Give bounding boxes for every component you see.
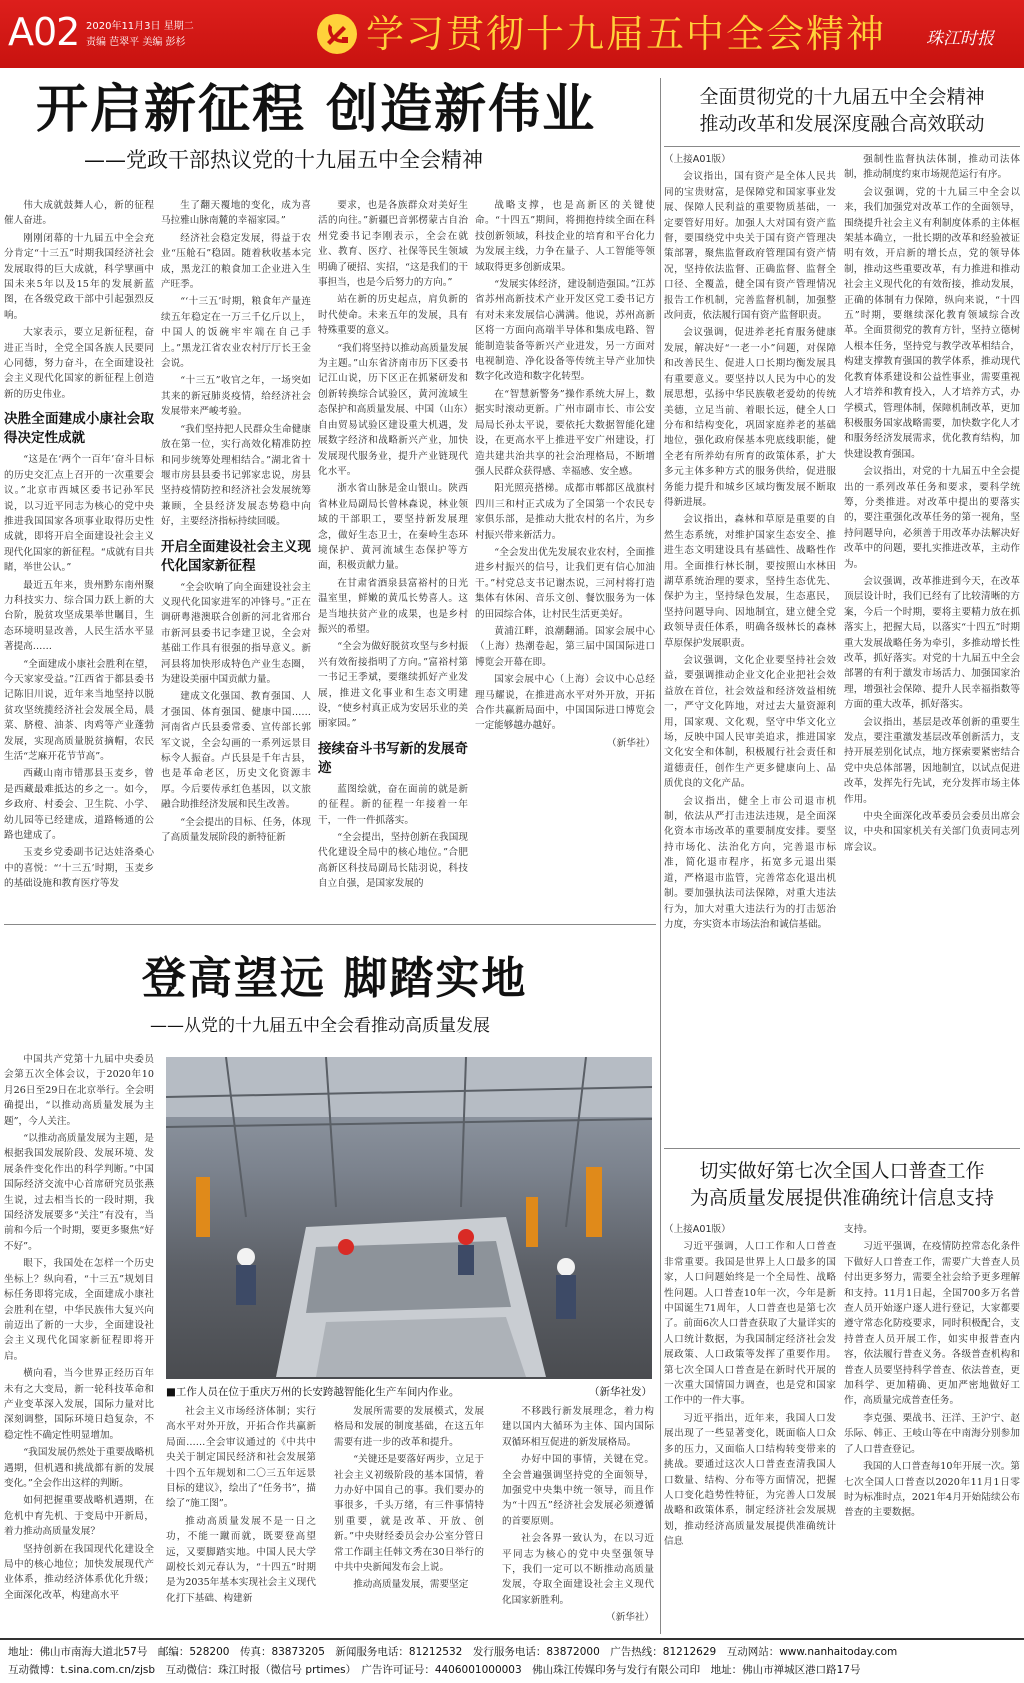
page-number: A02 — [8, 10, 80, 54]
article-2-headline: 登高望远 脚踏实地 — [142, 953, 528, 1004]
article-4-headline: 切实做好第七次全国人口普查工作 为高质量发展提供准确统计信息支持 — [689, 1160, 994, 1209]
car-assembly-line-image — [166, 1057, 652, 1379]
column-divider — [660, 78, 661, 1634]
headline-rule — [664, 146, 1020, 147]
article-2-column-2: 社会主义市场经济体制；实行高水平对外开放，开拓合作共赢新局面……全会审议通过的《中共中央关于制定国民经济和社会发展第十四个五年规划和二〇三五年远景目标的建议》，绘出了“任务书”，描绘了“施工图”。 推动高质量发展不是一日之功，不能一蹴而就，既要登高望远，又要脚踏实地。中国人民大学副校长刘元春认为，“十四五”时期是为2035年基本实现社会主义现代化打下基础、构建新 — [166, 1406, 316, 1604]
article-1-subheading-3: 接续奋斗书写新的发展奇迹 — [318, 740, 468, 776]
page-footer — [0, 1638, 1024, 1683]
photo-caption: ■工作人员在位于重庆万州的长安跨越智能化生产车间内作业。 （新华社发） — [166, 1386, 652, 1398]
article-1-column-2: 生了翻天覆地的变化，成为喜马拉雅山脉南麓的幸福家园。” 经济社会稳定发展，得益于农业“压舱石”稳固。随着秋收基本完成，黑龙江的粮食加工企业进入生产旺季。 “‘十三五’时期，粮食年产量连续五年稳定在一万三千亿斤以上，中国人的饭碗牢牢端在自己手上。”黑龙江省农业农村厅厅长王金会说。 “十三五”收官之年，一场突如其来的新冠肺炎疫情，给经济社会发展带来严峻考验。 “我们坚持把人民群众生命健康放在第一位，实行高效化精准防控和同步统筹处理相结合。”湖北省十堰市房县县委书记郭家忠说，房县坚持疫情防控和经济社会发展统筹兼顾，全县经济发展态势稳中向好，主要经济指标持续回暖。 开启全面建设社会主义现代化国家新征程 “全会吹响了向全面建设社会主义现代化国家进军的冲锋号。”正在调研粤港澳联合创新的河北省邢台市新河县委书记李建卫说，全会对基础工作具有很强的指导意义。新河县将加快形成特色产业生态圈，为建设美丽中国贡献力量。 建成文化强国、教育强国、人才强国、体育强国、健康中国……河南省卢氏县委常委、宣传部长郭军文说，全会勾画的一系列远景目标令人振奋。卢氏县是千年古县，也是革命老区，历史文化资源丰厚。今后要传承红色基因，以文旅融合助推经济发展和民生改善。 “全会提出的目标、任务，体现了高质量发展阶段的新特征新 — [161, 200, 311, 844]
photo-credit: （新华社发） — [589, 1386, 652, 1398]
article-1-column-4: 战略支撑，也是高新区的关键使命。“十四五”期间，将拥抱持续全面在科技创新领域，科技企业的培育和平台化力为发展主线，力争在量子、人工智能等领域取得更多创新成果。 “发展实体经济，建设制造强国。”江苏省苏州高新技术产业开发区党工委书记方有对未来发展信心满满。他说，苏州高新区将一方面向高端半导体和集成电路、智能制造装备等新兴产业进发，另一方面对电视制造、净化设备等传统主导产业加快数字化改造和数字化转型。 在“智慧新警务”操作系统大屏上，数据实时滚动更新。广州市副市长、市公安局局长孙太平说，要依托大数据智能化建设，在更高水平上推进平安广州建设，打造共建共治共享的社会治理格局，不断增强人民群众获得感、幸福感、安全感。 阳光照亮搭梯。成都市郫都区战旗村四川三和村正式成为了全国第一个农民专家俱乐部，是推动大批农村的名片，为乡村振兴带来新活力。 “全会发出优先发展农业农村，全面推进乡村振兴的信号，让我们更有信心加油干。”村党总支书记谢杰说，三河村将打造集体有休闲、音乐文创、餐饮服务为一体的田园综合体，让村民生活更美好。 黄浦江畔，浪潮翻涌。国家会展中心（上海）热潮卷起，第三届中国国际进口博览会开幕在即。 国家会展中心（上海）会议中心总经理马耀说，在推进高水平对外开放，开拓合作共赢新局面中，中国国际进口博览会一定能够越办越好。 （新华社） — [475, 200, 655, 749]
footer-publisher-line: 互动微博：t.sina.com.cn/zjsb 互动微信：珠江时报（微信号 prtimes） 广告许可证号：4406001000003 佛山珠江传媒印务与发行有限公司印 地址：佛山市禅城区港口路17号 — [8, 1664, 861, 1676]
article-2-subheadline: ——从党的十九届五中全会看推动高质量发展 — [150, 1016, 490, 1036]
article-1-subheading-1: 决胜全面建成小康社会取得决定性成就 — [4, 411, 154, 447]
article-1-column-1: 伟大成就鼓舞人心，新的征程催人奋进。 刚刚闭幕的十九届五中全会充分肯定“十三五”时期我国经济社会发展取得的巨大成就，科学擘画中国未来5年以及15年的发展新蓝图，在各级党政干部中引起强烈反响。 大家表示，要立足新征程，奋进正当时，全党全国各族人民要同心同德，努力奋斗，在全面建设社会主义现代化国家的新征程上创造新的历史伟业。 决胜全面建成小康社会取得决定性成就 “这是在‘两个一百年’奋斗目标的历史交汇点上召开的一次重要会议。”北京市西城区委书记孙军民说，以习近平同志为核心的党中央推进我国国家各项事业取得历史性成就，即将开启全面建设社会主义现代化国家的新征程。“成就有目共睹，举世公认。” 最近五年来，贵州黔东南州聚力科技实力、综合国力跃上新的大台阶，脱贫攻坚成果举世瞩目，生态环境明显改善，人民生活水平显著提高…… “全面建成小康社会胜利在望，今天家家受益。”江西省于都县委书记陈旧川说，近年来当地坚持以脱贫攻坚统揽经济社会发展全局，晨菜、脐橙、油茶、肉鸡等产业蓬勃发展，实现高质量脱贫摘帽，农民生活“芝麻开花节节高”。 西藏山南市错那县玉麦乡，曾是西藏最难抵达的乡之一。如今，乡政府、村委会、卫生院、小学、幼儿园等已经建成，道路畅通的公路也建成了。 玉麦乡党委副书记达娃洛桑心中的喜悦：“‘十三五’时期，玉麦乡的基础设施和教育医疗等发 — [4, 200, 154, 890]
article-2-column-4: 不移践行新发展理念，着力构建以国内大循环为主体、国内国际双循环相互促进的新发展格局。 办好中国的事情，关键在党。全会普遍强调坚持党的全面领导，加强党中央集中统一领导，而且作为“十四五”经济社会发展必须遵循的首要原则。 社会各界一致认为，在以习近平同志为核心的党中央坚强领导下，我们一定可以不断推动高质量发展，夺取全面建设社会主义现代化国家新胜利。 （新华社） — [502, 1406, 654, 1624]
section-divider — [4, 924, 656, 925]
section-header-bar — [0, 0, 1024, 68]
article-2-column-1: 中国共产党第十九届中央委员会第五次全体会议，于2020年10月26日至29日在北京举行。全会明确提出，“以推动高质量发展为主题”，今人关注。 “以推动高质量发展为主题，是根据我国发展阶段、发展环境、发展条件变化作出的科学判断。”中国国际经济交流中心首席研究员张燕生说，过去相当长的一段时期，我国经济发展要多“关注”有没有，当前和今后一个时期，要更多聚焦“好不好”。 眼下，我国处在怎样一个历史坐标上？纵向看，“十三五”规划目标任务即将完成，全面建成小康社会胜利在望，中华民族伟大复兴向前迈出了新的一大步，全面建设社会主义现代化国家新征程即将开启。 横向看，当今世界正经历百年未有之大变局，新一轮科技革命和产业变革深入发展，国际力量对比深刻调整，国际环境日趋复杂，不稳定性不确定性明显增加。 “我国发展仍然处于重要战略机遇期，但机遇和挑战都有新的发展变化。”全会作出这样的判断。 如何把握重要战略机遇期，在危机中育先机、于变局中开新局，着力推动高质量发展？ 坚持创新在我国现代化建设全局中的核心地位；加快发展现代产业体系，推动经济体系优化升级；全面深化改革，构建高水平 — [4, 1054, 154, 1601]
section-divider-right — [664, 1148, 1020, 1149]
section-title: 学习贯彻十九届五中全会精神 — [366, 12, 887, 56]
article-3-column-2: 强制性监督执法体制，推动司法体制，推动制度约束市场规范运行有序。 会议强调，党的十九届三中全会以来，我们加强党对改革工作的全面领导，围绕提升社会主义有利制度体系的主体框架基本确立，一批长期的改革和经验被证明有效，开启新的增长点，党的领导体制，推动这些重要改革，有力推进和推动社会主义现代化的有效衔接，推动发展，正确的体制有力保障，纵向来说，“十四五”时期，要继续深化教育领域综合改革。全面贯彻党的教育方针，坚持立德树人根本任务，坚持党与教学改革相结合，构建支撑教育强国的教学体系，推动现代化教育体系建设和公益性事业，需要重视人才培养和教育投入，人才培养方式，办学模式，管理体制，保障机制改革，更加积极服务国家战略需要，加快数字化人才和服务经济发展需求，优化教育结构，加快建设教育强国。 会议指出，对党的十九届五中全会提出的一系列改革任务和要求，要科学统筹，分类推进。对改革中提出的要落实的，要注重强化改革任务的第一视角，坚持问题导向，必须善于用改革办法解决好改革中的问题，要扎实推进改革，主动作为。 会议强调，改革推进到今天，在改革顶层设计时，我们已经有了比较清晰的方案，今后一个时期，要将主要精力放在抓落实上，把握大局，以落实“十四五”时期重大发展战略任务为牵引，多推动增长性改革，抓好落实。对党的十九届五中全会部署的有利于激发市场活力、加强国家治理，增强社会保障、提升人民幸福指数等方面的重大改革，抓好落实。 会议指出，基层是改革创新的重要生发点，要注重激发基层改革创新活力，支持开展差别化试点，地方探索要紧密结合党中央总体部署，因地制宜，以试点促进改革，发挥先行先试，充分发挥市场主体作用。 中央全面深化改革委员会委员出席会议，中央和国家机关有关部门负责同志列席会议。 — [844, 154, 1020, 853]
article-4-column-2: 支持。 习近平强调，在疫情防控常态化条件下做好人口普查工作，需要广大普查人员付出更多努力，需要全社会给予更多理解和支持。11月1日起，全国700多万名普查人员开始逐户逐人进行登记，大家都要遵守常态化防疫要求，同时积极配合，支持普查人员开展工作，如实申报普查内容，依法履行普查义务。各级普查机构和普查人员要坚持科学普查、依法普查，更加科学、更加精确、更加严密地做好工作，高质量完成普查任务。 李克强、栗战书、汪洋、王沪宁、赵乐际、韩正、王岐山等在中南海分别参加了人口普查登记。 我国的人口普查每10年开展一次。第七次全国人口普查以2020年11月1日零时为标准时点，2021年4月开始陆续公布普查的主要数据。 — [844, 1224, 1020, 1519]
footer-contact-line: 地址：佛山市南海大道北57号 邮编：528200 传真：83873205 新闻服务电话：81212532 发行服务电话：83872000 广告热线：81212629 互动网站：www.nanhaitoday.com — [8, 1646, 898, 1658]
article-1-subheading-2: 开启全面建设社会主义现代化国家新征程 — [161, 538, 311, 574]
article-3-column-1: （上接A01版） 会议指出，国有资产是全体人民共同的宝贵财富，是保障党和国家事业发展、保障人民利益的重要物质基础，一定要管好用好。加强人大对国有资产监督，要围绕党中央关于国有资产管理决策部署，聚焦监督政府管理国有资产情况，坚持依法监督、正确监督、监督全口径、全覆盖，健全国有资产管理情况报告工作机制，完善监督机制，加强整改问责，依法履行国有资产监督职责。 会议强调，促进养老托育服务健康发展，解决好“一老一小”问题，对保障和改善民生、促进人口长期均衡发展具有重要意义。要坚持以人民为中心的发展思想，弘扬中华民族敬老爱幼的传统美德，立足当前、着眼长远，健全人口分布和结构变化，巩固家庭养老的基础地位，强化政府保基本兜底线职能，健全老有所养幼有所育的政策体系，扩大多元主体多种方式的服务供给，促进服务能力提升和城乡区域均衡发展不断取得新进展。 会议指出，森林和草原是重要的自然生态系统，对维护国家生态安全、推进生态文明建设具有基础性、战略性作用。全面推行林长制，要按照山水林田湖草系统治理的要求，坚持生态优先、保护为主，坚持绿色发展，生态惠民，坚持问题导向、因地制宜，建立健全党政领导责任体系，明确各级林长的森林草原保护发展职责。 会议强调，文化企业要坚持社会效益，要强调推动企业文化企业把社会效益放在首位，社会效益和经济效益相统一，严守文化阵地，对过去大量资源利用，国家观、文化观，坚守中华文化立场，反映中国人民审美追求，推进国家文化安全和体制，积极履行社会责任和道德责任，创作生产更多健康向上、品质优良的文化产品。 会议指出，健全上市公司退市机制，依法从严打击违法违规，是全面深化资本市场改革的重要制度安排。要坚持市场化、法治化方向，完善退市标准，简化退市程序，拓宽多元退出渠道，严格退市监管，完善常态化退出机制。要加强执法司法保障，对重大违法行为，加大对重大违法行为的打击惩治力度，夯实资本市场法治和诚信基础。 — [664, 154, 836, 930]
article-4-column-1: （上接A01版） 习近平强调，人口工作和人口普查非常重要。我国是世界上人口最多的国家，人口问题始终是一个全局性、战略性问题。人口普查10年一次，今年是新中国诞生71周年，人口普查也是第七次了。前面6次人口普查获取了大量详实的人口统计数据，为我国制定经济社会发展政策、人口政策等发挥了重要作用。第七次全国人口普查是在新时代开展的一次重大国情国力调查，也是党和国家工作中的一件大事。 习近平指出，近年来，我国人口发展出现了一些显著变化，既面临人口众多的压力，又面临人口结构转变带来的挑战。要通过这次人口普查查清我国人口数量、结构、分布等方面情况，把握人口变化趋势性特征，为完善人口发展战略和政策体系，制定经济社会发展规划，推动经济高质量发展提供准确统计信息 — [664, 1224, 836, 1548]
article-1-column-3: 要求，也是各族群众对美好生活的向往。”新疆巴音郭楞蒙古自治州党委书记李刚表示，全会在就业、教育、医疗、社保等民生领域明确了硬招、实招，“这是我们的干事担当，也是今后努力的方向。” 站在新的历史起点，肩负新的时代使命。未来五年的发展，具有特殊重要的意义。 “我们将坚持以推动高质量发展为主题。”山东省济南市历下区委书记江山说，历下区正在抓紧研发和创新转换综合试验区，黄河流域生态保护和高质量发展、中国（山东）自由贸易试验区建设重大机遇，发展数字经济和战略新兴产业，加快发展现代服务业，提升产业链现代化水平。 浙水省山脉是金山银山。陕西省林业局副局长曾林森说，林业领域的干部职工，要坚持新发展理念，做好生态卫士，在秦岭生态环境保护、黄河流域生态保护等方面，积极贡献力量。 在甘肃省酒泉县富裕村的日光温室里，鲜嫩的黄瓜长势喜人。这是当地扶贫产业的成果，也是乡村振兴的希望。 “全会为做好脱贫攻坚与乡村振兴有效衔接指明了方向。”富裕村第一书记王季斌，要继续抓好产业发展，推进文化事业和生态文明建设，“使乡村真正成为安居乐业的美丽家园。” 接续奋斗书写新的发展奇迹 蓝图绘就，奋在面前的就是新的征程。新的征程一年接着一年干，一件一件抓落实。 “全会提出，坚持创新在我国现代化建设全局中的核心地位。”合肥高新区科技局副局长陆羽说，科技自立自强，是国家发展的 — [318, 200, 468, 890]
factory-photo — [166, 1057, 652, 1379]
article-1-headline: 开启新征程 创造新伟业 — [36, 80, 597, 140]
editor-credits: 责编 芭翠平 美编 彭杉 — [86, 37, 186, 48]
issue-date: 2020年11月3日 星期二 — [86, 21, 194, 32]
party-emblem-icon — [315, 12, 359, 56]
newspaper-logo: 珠江时报 — [926, 29, 994, 49]
article-3-headline: 全面贯彻党的十九届五中全会精神 推动改革和发展深度融合高效联动 — [699, 86, 985, 135]
article-1-subheadline: ——党政干部热议党的十九届五中全会精神 — [84, 148, 483, 172]
article-2-column-3: 发展所需要的发展模式，发展格局和发展的制度基础，在这五年需要有进一步的改革和提升。 “关键还是要落好两步，立足于社会主义初级阶段的基本国情，着力办好中国自己的事。我们要办的事很多，千头万绪，有三件事情特别重要，就是改革、开放、创新。”中央财经委员会办公室分管日常工作副主任韩文秀在30日举行的中共中央新闻发布会上说。 推动高质量发展，需要坚定 — [334, 1406, 484, 1591]
